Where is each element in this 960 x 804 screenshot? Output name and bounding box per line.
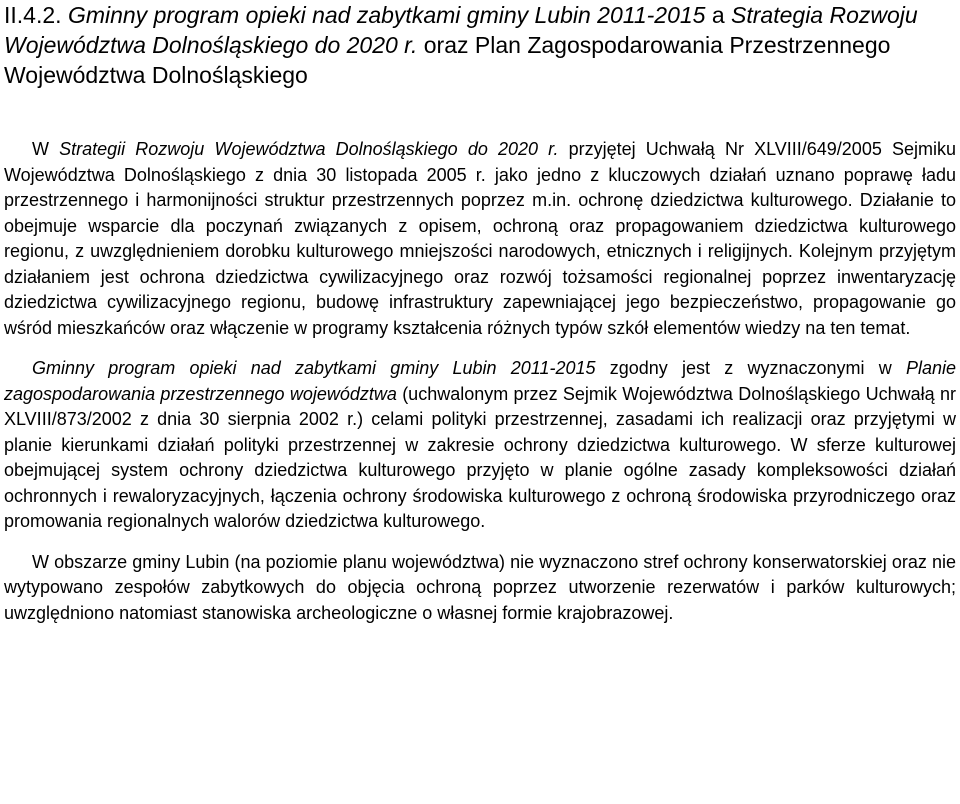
paragraph-program-italic-2: Planie zagospodarowania przestrzennego województwa [4,358,957,404]
paragraph-strategy-text: przyjętej Uchwałą Nr XLVIII/649/2005 Sejmiku Województwa Dolnośląskiego z dnia 30 listopada 2005 r. jako jedno z kluczowych działań uznano poprawę ładu przestrzennego i harmonijności struktur przestrzennych poprzez m.in. ochronę dziedzictwa kulturowego. Działanie to obejmuje wsparcie dla poczynań związanych z opisem, ochroną oraz propagowaniem dziedzictwa kulturowego regionu, z uwzględnieniem dorobku kulturowego mniejszości narodowych, etnicznych i religijnych. Kolejnym przyjętym działaniem jest ochrona dziedzictwa cywilizacyjnego oraz rozwój tożsamości regionalnej poprzez inwentaryzację dziedzictwa cywilizacyjnego regionu, budowę infrastruktury zapewniającej jego bezpieczeństwo, propagowanie go wśród mieszkańców oraz włączenie w programy kształcenia różnych typów szkół elementów wiedzy na ten temat. [4,139,956,338]
paragraph-program-italic-1: Gminny program opieki nad zabytkami gminy Lubin 2011-2015 [32,358,596,378]
paragraph-strategy-prefix: W [32,139,60,159]
section-title-plain-2: oraz Plan Zagospodarowania Przestrzennego Województwa Dolnośląskiego [4,32,891,88]
section-heading [4,0,956,90]
paragraph-program [4,356,956,535]
paragraph-program-text-2: (uchwalonym przez Sejmik Województwa Dolnośląskiego Uchwałą nr XLVIII/873/2002 z dnia 30 sierpnia 2002 r.) celami polityki przestrzennej, zasadami ich realizacji oraz przyjętymi w planie kierunkami działań polityki przestrzennej w zakresie ochrony dziedzictwa kulturowego. W sferze kulturowej obejmującej system ochrony dziedzictwa kulturowego przyjęto w planie ogólne zasady kompleksowości działań ochronnych i rewaloryzacyjnych, łączenia ochrony środowiska kulturowego z ochroną środowiska przyrodniczego oraz promowania regionalnych walorów dziedzictwa kulturowego. [4,383,956,531]
section-title-plain-1: a [705,2,725,28]
paragraph-program-text-1: zgodny jest z wyznaczonymi w [595,358,906,378]
paragraph-strategy [4,137,956,341]
paragraph-area: W obszarze gminy Lubin (na poziomie planu województwa) nie wyznaczono stref ochrony konserwatorskiej oraz nie wytypowano zespołów zabytkowych do objęcia ochroną poprzez utworzenie rezerwatów i parków kulturowych; uwzględniono natomiast stanowiska archeologiczne o własnej formie krajobrazowej. [4,551,956,623]
section-number: II.4.2. [4,2,62,28]
paragraph-strategy-italic: Strategii Rozwoju Województwa Dolnośląskiego do 2020 r. [59,139,559,159]
section-title-italic-2: Strategia Rozwoju Województwa Dolnośląskiego do 2020 r. [4,2,918,58]
section-title-italic-1: Gminny program opieki nad zabytkami gminy Lubin 2011-2015 [67,2,706,28]
